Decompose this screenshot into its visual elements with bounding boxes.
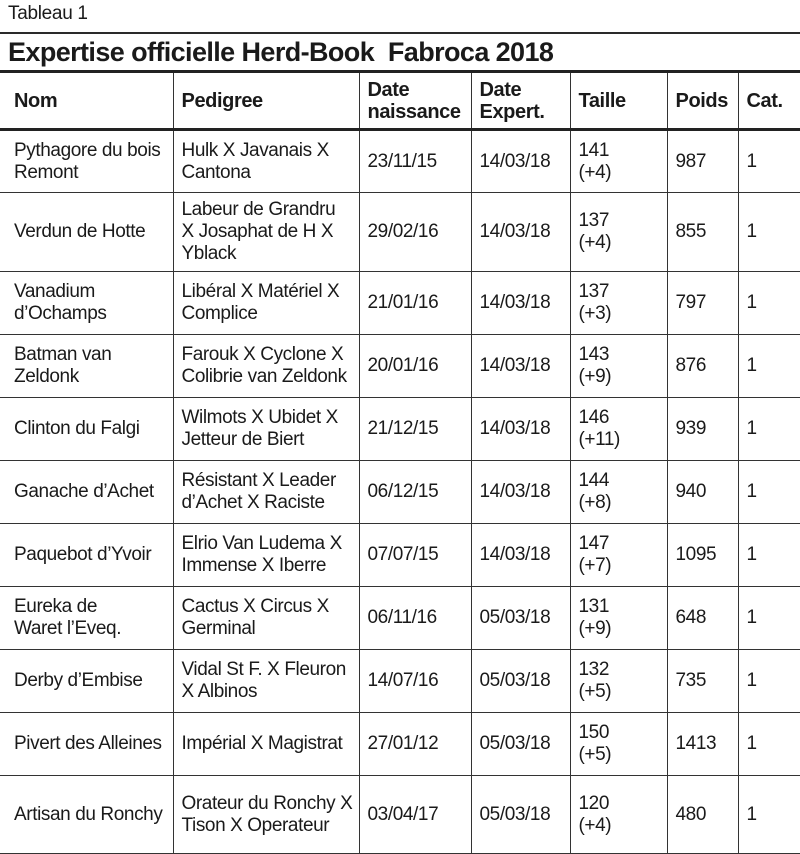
table-row <box>0 461 800 524</box>
table-title: Expertise officielle Herd-Book Fabroca 2018 <box>8 37 554 67</box>
table-row <box>0 272 800 335</box>
cell-nom: Artisan du Ronchy <box>0 776 173 854</box>
table-caption: Tableau 1 <box>8 3 88 24</box>
table-row <box>0 335 800 398</box>
cell-date-naissance: 21/12/15 <box>359 398 471 461</box>
cell-pedigree: Elrio Van Ludema X Immense X Iberre <box>173 524 359 587</box>
cell-nom: Vanadium d’Ochamps <box>0 272 173 335</box>
table-row <box>0 650 800 713</box>
cell-cat: 1 <box>738 335 800 398</box>
cell-date-naissance: 14/07/16 <box>359 650 471 713</box>
table-row <box>0 713 800 776</box>
cell-date-expert: 05/03/18 <box>471 713 570 776</box>
cell-date-naissance: 23/11/15 <box>359 130 471 193</box>
cell-poids: 797 <box>667 272 738 335</box>
cell-date-expert: 14/03/18 <box>471 524 570 587</box>
expertise-table <box>0 70 800 854</box>
cell-cat: 1 <box>738 272 800 335</box>
cell-date-naissance: 07/07/15 <box>359 524 471 587</box>
cell-cat: 1 <box>738 524 800 587</box>
column-header-cat: Cat. <box>738 72 800 130</box>
caption-divider <box>0 32 800 34</box>
cell-taille: 120 (+4) <box>570 776 667 854</box>
cell-poids: 1413 <box>667 713 738 776</box>
cell-date-naissance: 29/02/16 <box>359 193 471 272</box>
cell-poids: 480 <box>667 776 738 854</box>
cell-pedigree: Résistant X Leader d’Achet X Raciste <box>173 461 359 524</box>
cell-cat: 1 <box>738 461 800 524</box>
cell-nom: Pythagore du bois Remont <box>0 130 173 193</box>
cell-date-naissance: 27/01/12 <box>359 713 471 776</box>
cell-poids: 939 <box>667 398 738 461</box>
cell-poids: 876 <box>667 335 738 398</box>
cell-date-expert: 14/03/18 <box>471 461 570 524</box>
cell-taille: 150 (+5) <box>570 713 667 776</box>
cell-date-expert: 05/03/18 <box>471 587 570 650</box>
table-row <box>0 193 800 272</box>
cell-taille: 143 (+9) <box>570 335 667 398</box>
column-header-poids: Poids <box>667 72 738 130</box>
cell-cat: 1 <box>738 587 800 650</box>
cell-taille: 141 (+4) <box>570 130 667 193</box>
column-header-taille: Taille <box>570 72 667 130</box>
cell-date-naissance: 06/12/15 <box>359 461 471 524</box>
cell-date-naissance: 06/11/16 <box>359 587 471 650</box>
cell-nom: Verdun de Hotte <box>0 193 173 272</box>
cell-date-expert: 14/03/18 <box>471 398 570 461</box>
cell-poids: 648 <box>667 587 738 650</box>
cell-taille: 137 (+3) <box>570 272 667 335</box>
cell-nom: Batman van Zeldonk <box>0 335 173 398</box>
header-row <box>0 72 800 130</box>
cell-taille: 132 (+5) <box>570 650 667 713</box>
table-row <box>0 587 800 650</box>
cell-poids: 855 <box>667 193 738 272</box>
cell-taille: 144 (+8) <box>570 461 667 524</box>
cell-cat: 1 <box>738 130 800 193</box>
cell-pedigree: Wilmots X Ubidet X Jetteur de Biert <box>173 398 359 461</box>
cell-nom: Paquebot d’Yvoir <box>0 524 173 587</box>
cell-nom: Eureka de Waret l’Eveq. <box>0 587 173 650</box>
cell-date-expert: 14/03/18 <box>471 130 570 193</box>
column-header-date-expert: Date Expert. <box>471 72 570 130</box>
cell-date-expert: 14/03/18 <box>471 335 570 398</box>
cell-date-expert: 05/03/18 <box>471 650 570 713</box>
cell-pedigree: Cactus X Circus X Germinal <box>173 587 359 650</box>
cell-date-naissance: 21/01/16 <box>359 272 471 335</box>
cell-poids: 940 <box>667 461 738 524</box>
cell-poids: 987 <box>667 130 738 193</box>
table-row <box>0 524 800 587</box>
table-row <box>0 776 800 854</box>
table-row <box>0 130 800 193</box>
cell-nom: Ganache d’Achet <box>0 461 173 524</box>
cell-pedigree: Labeur de Grandru X Josaphat de H X Yblack <box>173 193 359 272</box>
cell-taille: 147 (+7) <box>570 524 667 587</box>
cell-nom: Clinton du Falgi <box>0 398 173 461</box>
cell-date-expert: 05/03/18 <box>471 776 570 854</box>
table-body <box>0 130 800 854</box>
cell-nom: Pivert des Alleines <box>0 713 173 776</box>
cell-pedigree: Libéral X Matériel X Complice <box>173 272 359 335</box>
cell-cat: 1 <box>738 193 800 272</box>
cell-nom: Derby d’Embise <box>0 650 173 713</box>
column-header-pedigree: Pedigree <box>173 72 359 130</box>
cell-pedigree: Hulk X Javanais X Cantona <box>173 130 359 193</box>
cell-date-naissance: 03/04/17 <box>359 776 471 854</box>
cell-taille: 146 (+11) <box>570 398 667 461</box>
cell-taille: 131 (+9) <box>570 587 667 650</box>
cell-pedigree: Impérial X Magistrat <box>173 713 359 776</box>
cell-pedigree: Orateur du Ronchy X Tison X Operateur <box>173 776 359 854</box>
cell-cat: 1 <box>738 398 800 461</box>
cell-taille: 137 (+4) <box>570 193 667 272</box>
column-header-nom: Nom <box>0 72 173 130</box>
cell-cat: 1 <box>738 650 800 713</box>
cell-poids: 735 <box>667 650 738 713</box>
cell-date-expert: 14/03/18 <box>471 193 570 272</box>
cell-date-naissance: 20/01/16 <box>359 335 471 398</box>
cell-poids: 1095 <box>667 524 738 587</box>
cell-cat: 1 <box>738 776 800 854</box>
cell-pedigree: Farouk X Cyclone X Colibrie van Zeldonk <box>173 335 359 398</box>
cell-cat: 1 <box>738 713 800 776</box>
table-row <box>0 398 800 461</box>
cell-pedigree: Vidal St F. X Fleuron X Albinos <box>173 650 359 713</box>
column-header-date-naissance: Date naissance <box>359 72 471 130</box>
cell-date-expert: 14/03/18 <box>471 272 570 335</box>
